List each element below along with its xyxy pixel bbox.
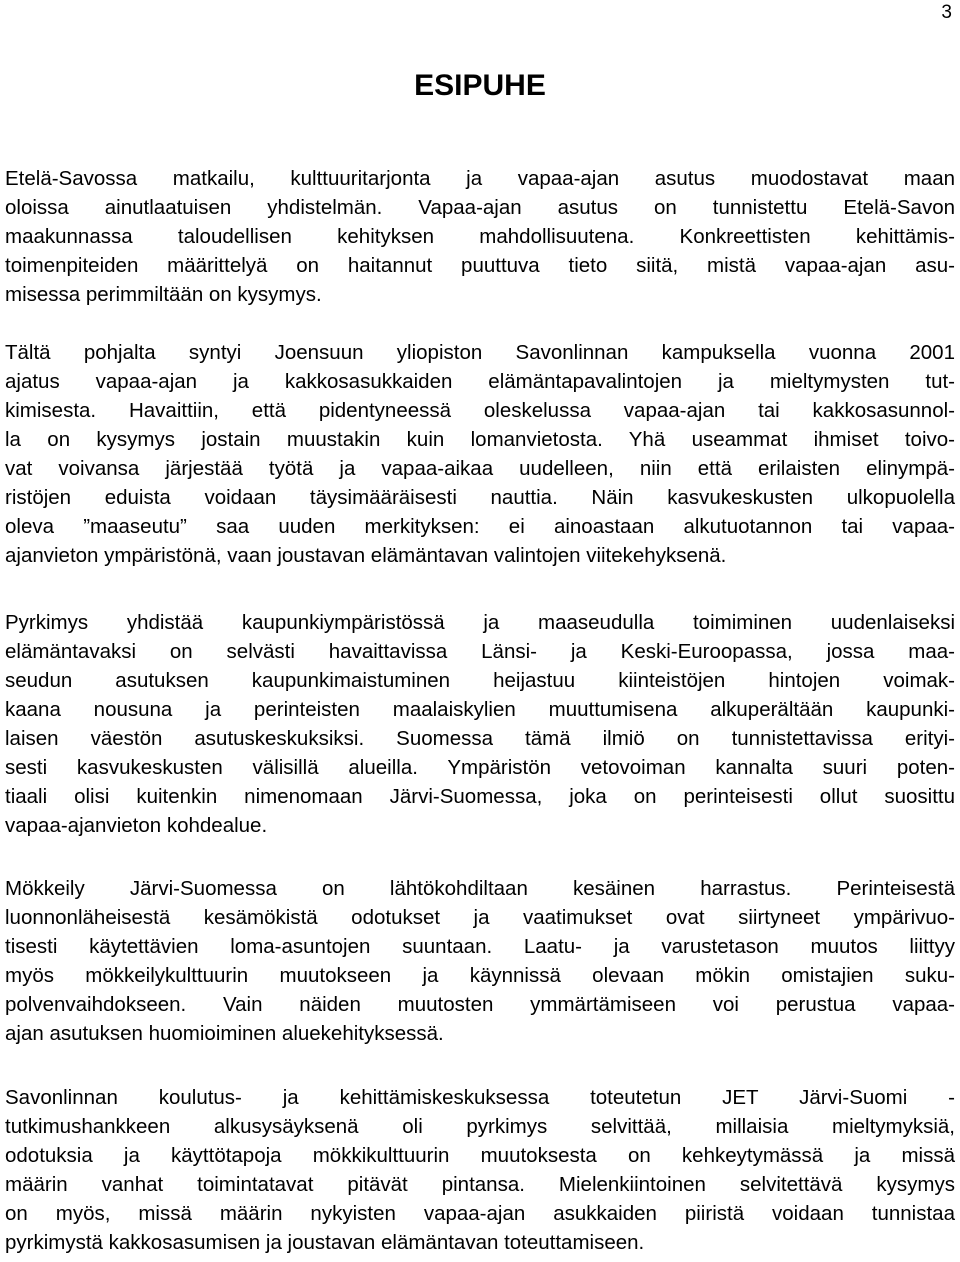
text-line: luonnonläheisestä kesämökistä odotukset ja vaatimukset ovat siirtyneet ympärivuo- [5,906,955,929]
text-line: ristöjen eduista voidaan täysimääräisesti nauttia. Näin kasvukeskusten ulkopuolella [5,486,955,509]
text-line: toimenpiteiden määrittelyä on haitannut puuttuva tieto siitä, mistä vapaa-ajan asu- [5,254,955,277]
page-number: 3 [941,2,952,23]
text-line: misessa perimmiltään on kysymys. [5,283,322,306]
text-line: Savonlinnan koulutus- ja kehittämiskeskuksessa toteutetun JET Järvi-Suomi - [5,1086,955,1109]
text-line: maakunnassa taloudellisen kehityksen mahdollisuutena. Konkreettisten kehittämis- [5,225,955,248]
body-paragraph [5,874,955,1048]
text-line: määrin vanhat toimintatavat pitävät pintansa. Mielenkiintoinen selvitettävä kysymys [5,1173,955,1196]
body-paragraph [5,1083,955,1257]
text-line: polvenvaihdokseen. Vain näiden muutosten ymmärtämiseen voi perustua vapaa- [5,993,955,1016]
text-line: myös mökkeilykulttuurin muutokseen ja käynnissä olevaan mökin omistajien suku- [5,964,955,987]
text-line: elämäntavaksi on selvästi havaittavissa Länsi- ja Keski-Euroopassa, jossa maa- [5,640,955,663]
text-line: on myös, missä määrin nykyisten vapaa-ajan asukkaiden piiristä voidaan tunnistaa [5,1202,955,1225]
text-line: pyrkimystä kakkosasumisen ja joustavan elämäntavan toteuttamiseen. [5,1231,645,1254]
text-line: tiaali olisi kuitenkin nimenomaan Järvi-Suomessa, joka on perinteisesti ollut suosittu [5,785,955,808]
text-line: seudun asutuksen kaupunkimaistuminen heijastuu kiinteistöjen hintojen voimak- [5,669,955,692]
text-line: sesti kasvukeskusten välisillä alueilla. Ympäristön vetovoiman kannalta suuri poten- [5,756,955,779]
text-line: Mökkeily Järvi-Suomessa on lähtökohdiltaan kesäinen harrastus. Perinteisestä [5,877,955,900]
text-line: la on kysymys jostain muustakin kuin lomanvietosta. Yhä useammat ihmiset toivo- [5,428,955,451]
text-line: ajan asutuksen huomioiminen aluekehityksessä. [5,1022,444,1045]
text-line: laisen väestön asutuskeskuksiksi. Suomessa tämä ilmiö on tunnistettavissa erityi- [5,727,955,750]
text-line: tutkimushankkeen alkusysäyksenä oli pyrkimys selvittää, millaisia mieltymyksiä, [5,1115,955,1138]
text-line: Etelä-Savossa matkailu, kulttuuritarjonta ja vapaa-ajan asutus muodostavat maan [5,167,955,190]
body-paragraph [5,608,955,840]
text-line: ajanvieton ympäristönä, vaan joustavan elämäntavan valintojen viitekehyksenä. [5,544,727,567]
text-line: Tältä pohjalta syntyi Joensuun yliopiston Savonlinnan kampuksella vuonna 2001 [5,341,955,364]
text-line: ajatus vapaa-ajan ja kakkosasukkaiden elämäntapavalintojen ja mieltymysten tut- [5,370,955,393]
text-line: oloissa ainutlaatuisen yhdistelmän. Vapaa-ajan asutus on tunnistettu Etelä-Savon [5,196,955,219]
text-line: kaana nousuna ja perinteisten maalaiskylien muuttumisena alkuperältään kaupunki- [5,698,955,721]
text-line: vat voivansa järjestää työtä ja vapaa-aikaa uudelleen, niin että erilaisten elinympä- [5,457,955,480]
text-line: kimisesta. Havaittiin, että pidentyneessä oleskelussa vapaa-ajan tai kakkosasunnol- [5,399,955,422]
page-title: ESIPUHE [414,69,546,102]
text-line: vapaa-ajanvieton kohdealue. [5,814,268,837]
text-line: oleva ”maaseutu” saa uuden merkityksen: ei ainoastaan alkutuotannon tai vapaa- [5,515,955,538]
text-line: odotuksia ja käyttötapoja mökkikulttuurin muutoksesta on kehkeytymässä ja missä [5,1144,955,1167]
body-paragraph [5,338,955,570]
text-line: Pyrkimys yhdistää kaupunkiympäristössä ja maaseudulla toimiminen uudenlaiseksi [5,611,955,634]
text-line: tisesti käytettävien loma-asuntojen suuntaan. Laatu- ja varustetason muutos liittyy [5,935,955,958]
body-paragraph [5,164,955,309]
